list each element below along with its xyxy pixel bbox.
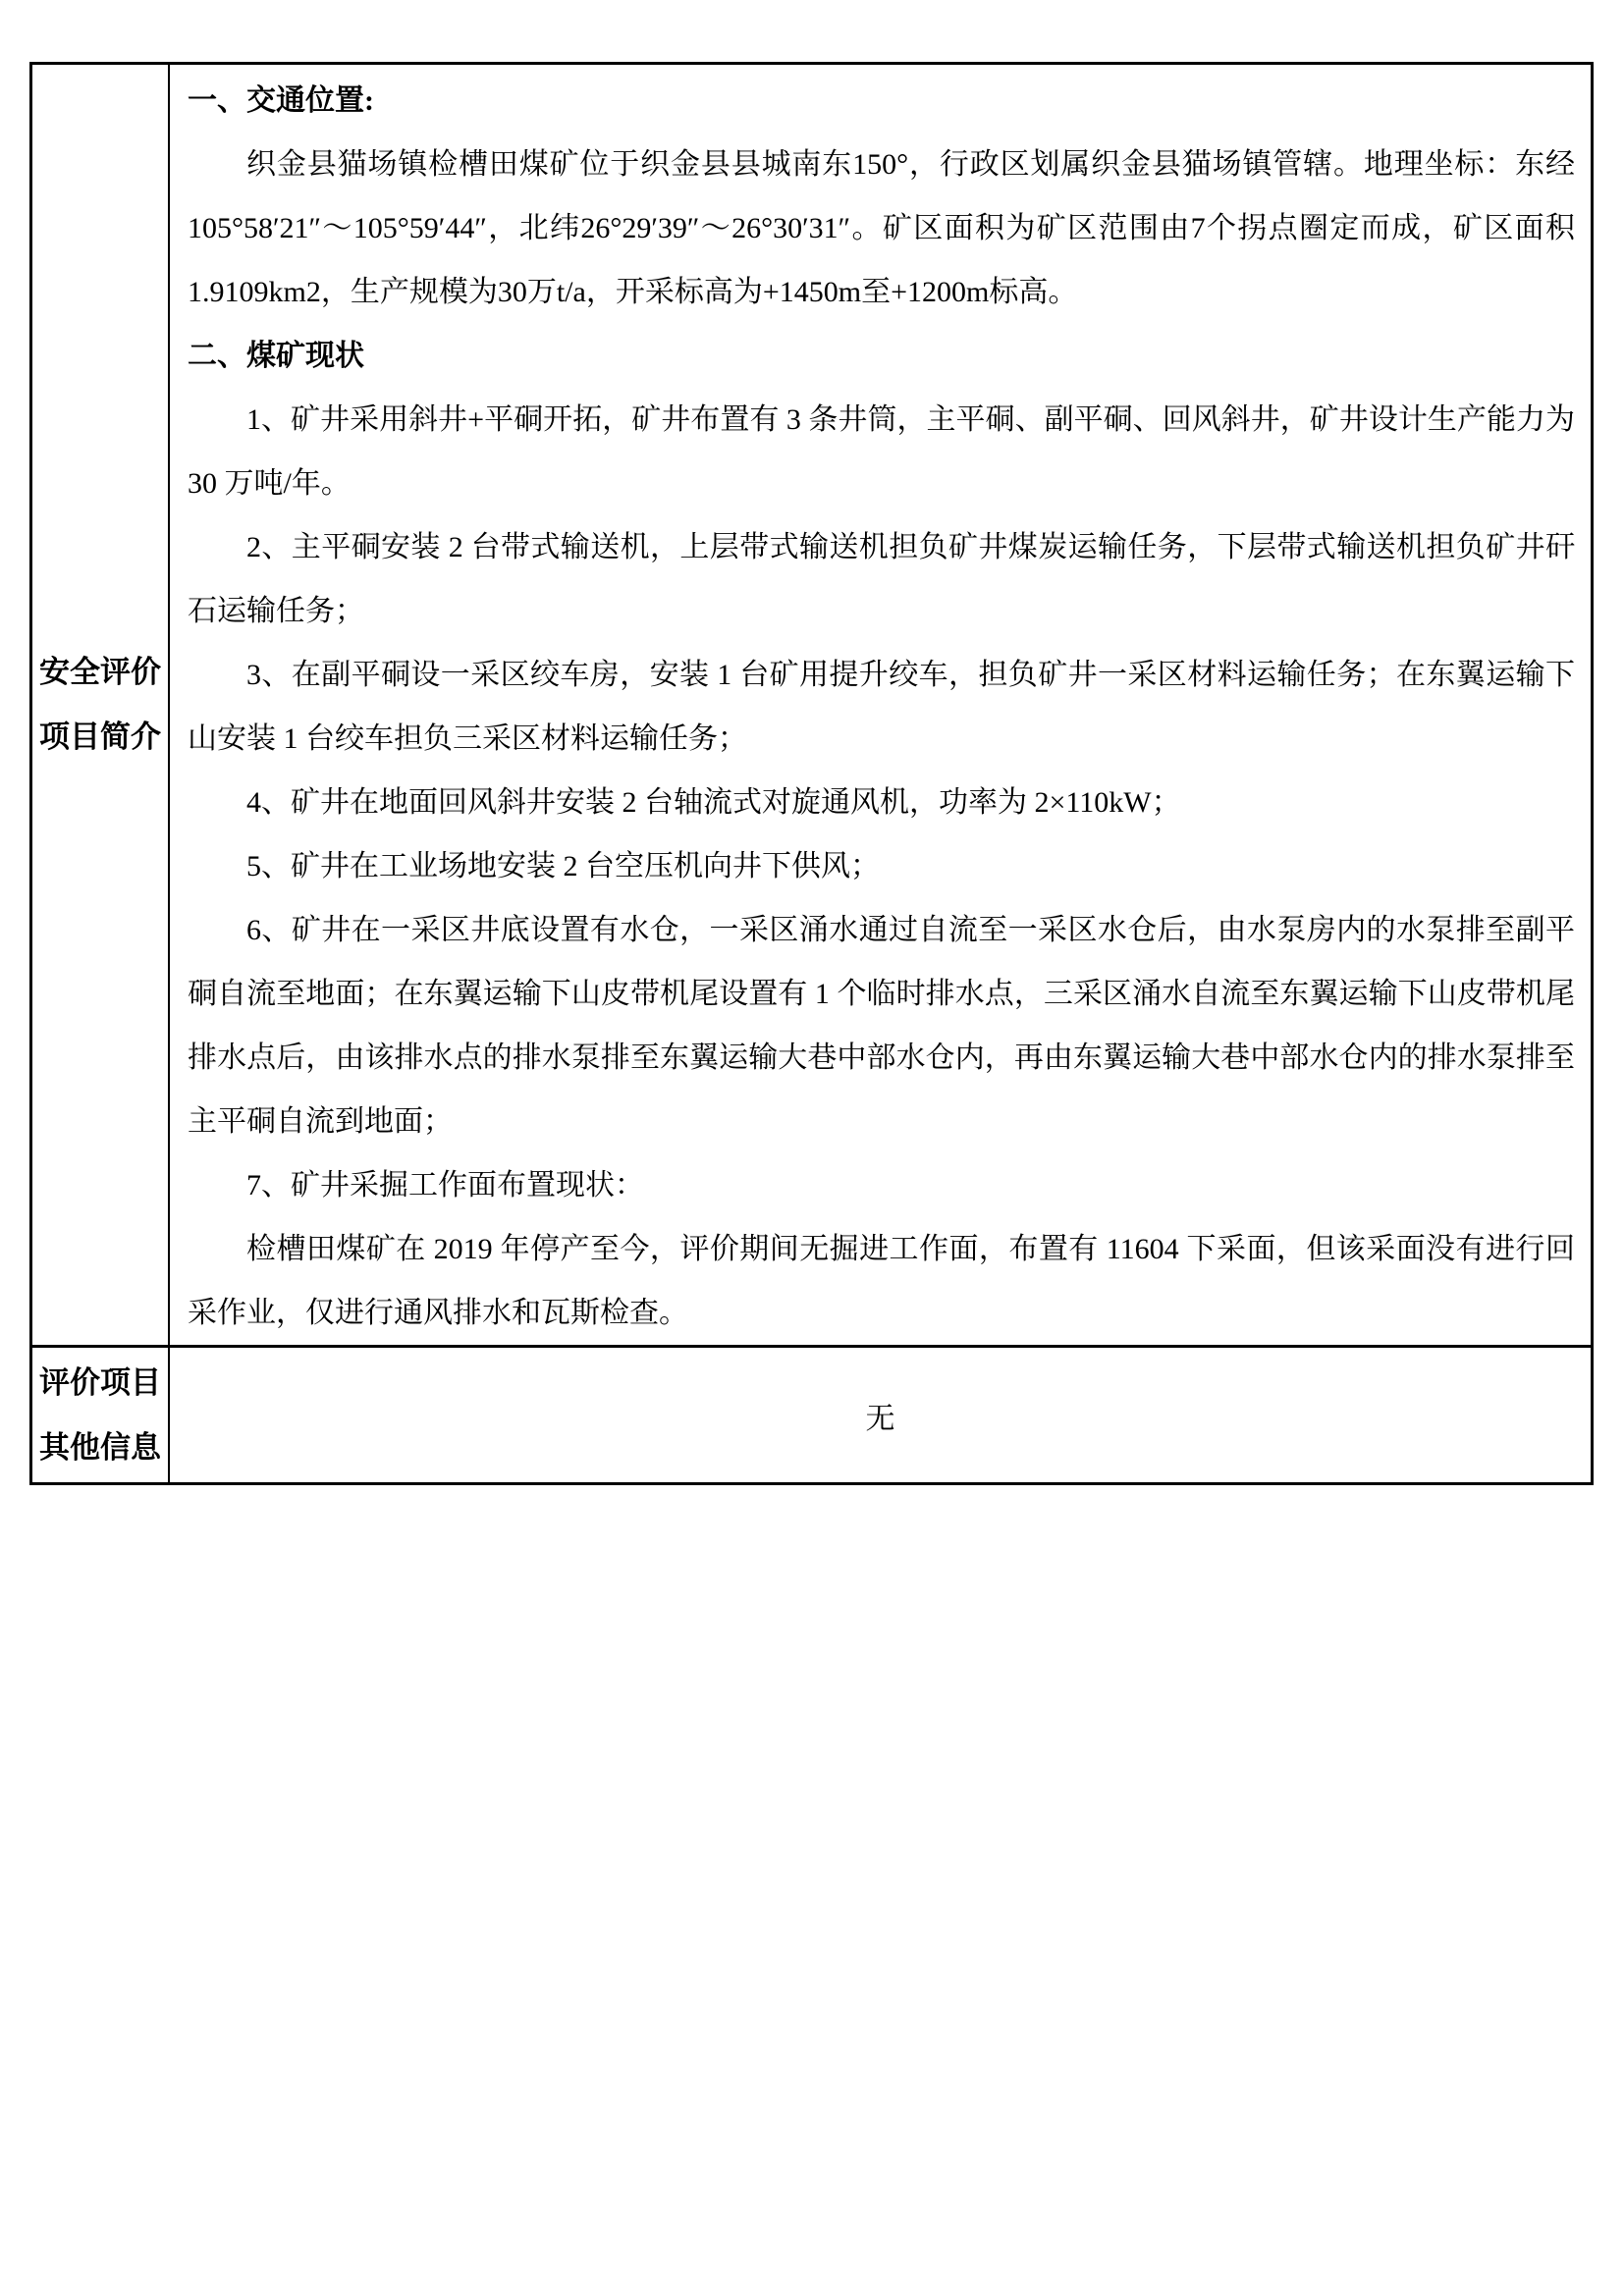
mine-status-item: 4、矿井在地面回风斜井安装 2 台轴流式对旋通风机，功率为 2×110kW； — [246, 786, 1181, 819]
section-title-traffic-location: 一、交通位置: — [188, 84, 374, 117]
mine-status-item: 6、矿井在一采区井底设置有水仓，一采区涌水通过自流至一采区水仓后，由水泵房内的水泵排至副平硐自流至地面；在东翼运输下山皮带机尾设置有 1 个临时排水点，三采区涌水自流至东翼运输下山皮带机尾排水点后，由该排水点的排水泵排至东翼运输大巷中部水仓内，再由东翼运输大巷中部水仓内的排水泵排至主平硐自流到地面； — [188, 914, 1575, 1138]
mine-status-closing-paragraph: 检槽田煤矿在 2019 年停产至今，评价期间无掘进工作面，布置有 11604 下采面，但该采面没有进行回采作业，仅进行通风排水和瓦斯检查。 — [188, 1233, 1575, 1329]
mine-status-item: 2、主平硐安装 2 台带式输送机，上层带式输送机担负矿井煤炭运输任务，下层带式输送机担负矿井矸石运输任务； — [188, 531, 1575, 627]
row2-label-cell — [32, 1345, 170, 1482]
other-info-value: 无 — [865, 1402, 895, 1435]
row1-label-line1: 安全评价 — [39, 655, 161, 689]
mine-status-item: 3、在副平硐设一采区绞车房，安装 1 台矿用提升绞车，担负矿井一采区材料运输任务；在东翼运输下山安装 1 台绞车担负三采区材料运输任务； — [188, 659, 1575, 755]
mine-status-item: 5、矿井在工业场地安装 2 台空压机向井下供风； — [246, 850, 880, 882]
evaluation-table — [29, 62, 1594, 1485]
row1-label-line2: 项目简介 — [39, 720, 161, 754]
section-title-mine-status: 二、煤矿现状 — [188, 340, 364, 372]
project-summary-cell — [170, 65, 1591, 1345]
other-info-cell — [170, 1345, 1591, 1482]
row1-label-cell — [32, 65, 170, 1345]
mine-status-list — [188, 388, 1575, 1217]
row2-label-line2: 其他信息 — [39, 1429, 161, 1465]
row2-label-line1: 评价项目 — [39, 1364, 161, 1400]
mine-status-item: 7、矿井采掘工作面布置现状： — [246, 1169, 644, 1201]
mine-status-item: 1、矿井采用斜井+平硐开拓，矿井布置有 3 条井筒，主平硐、副平硐、回风斜井，矿井设计生产能力为 30 万吨/年。 — [188, 403, 1575, 500]
traffic-location-paragraph: 织金县猫场镇检槽田煤矿位于织金县县城南东150°，行政区划属织金县猫场镇管辖。地理坐标：东经105°58′21″～105°59′44″，北纬26°29′39″～26°30′31″。矿区面积为矿区范围由7个拐点圈定而成，矿区面积1.9109km2，生产规模为30万t/a，开采标高为+1450m至+1200m标高。 — [188, 148, 1575, 308]
